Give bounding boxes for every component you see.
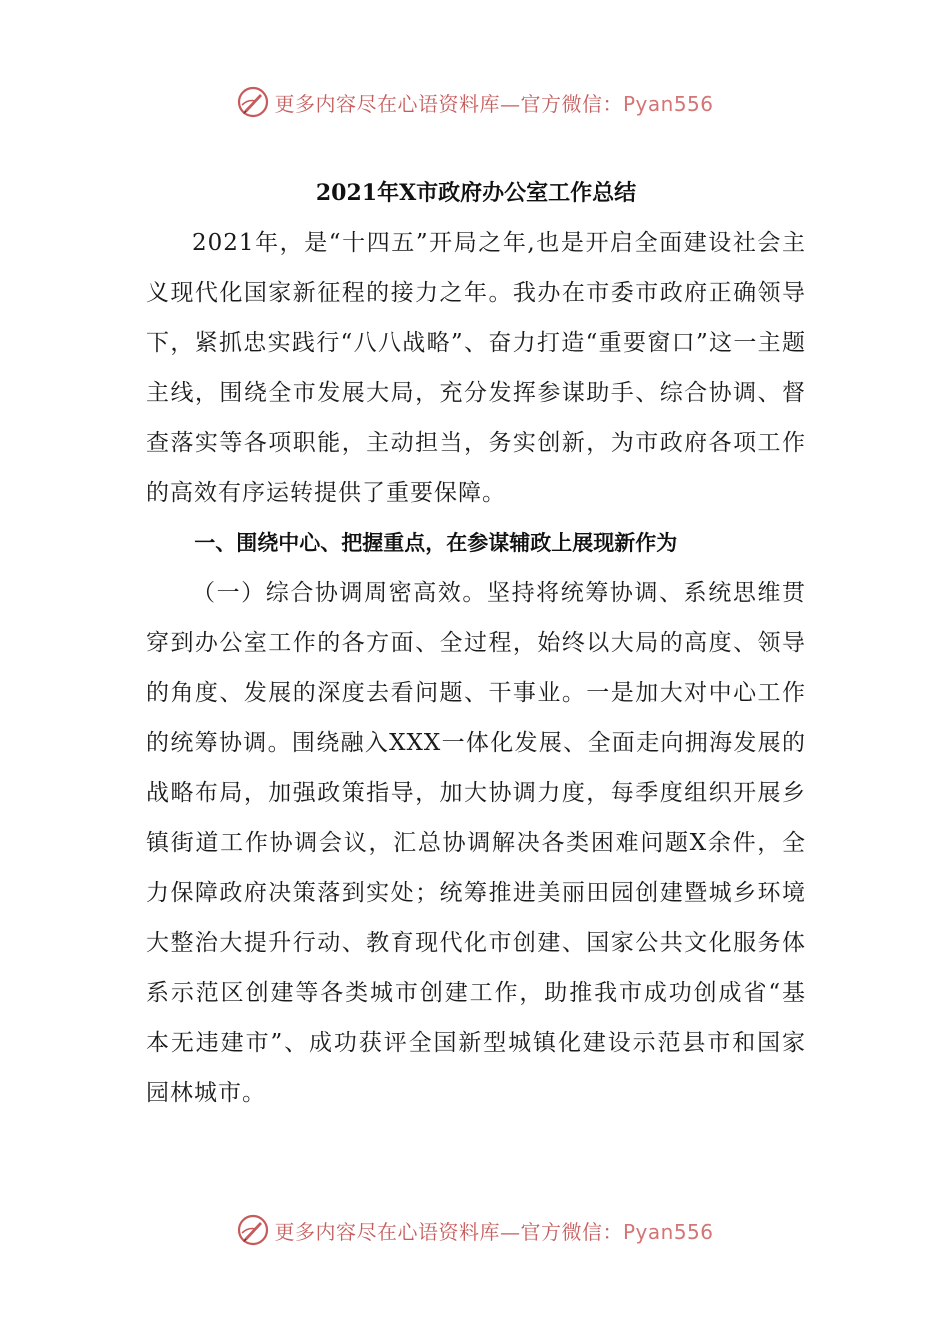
pen-logo-icon	[236, 85, 270, 119]
watermark-wechat-id: Pyan556	[622, 91, 714, 116]
watermark-footer	[0, 1210, 950, 1250]
section-1-paragraph: （一）综合协调周密高效。坚持将统筹协调、系统思维贯穿到办公室工作的各方面、全过程，始终以大局的高度、领导的角度、发展的深度去看问题、干事业。一是加大对中心工作的统筹协调。围绕融入XXX一体化发展、全面走向拥海发展的战略布局，加强政策指导，加大协调力度，每季度组织开展乡镇街道工作协调会议，汇总协调解决各类困难问题X余件，全力保障政府决策落到实处；统筹推进美丽田园创建暨城乡环境大整治大提升行动、教育现代化市创建、国家公共文化服务体系示范区创建等各类城市创建工作，助推我市成功创成省“基本无违建市”、成功获评全国新型城镇化建设示范县市和国家园林城市。	[146, 580, 806, 1106]
watermark-text: 更多内容尽在心语资料库—官方微信：Pyan556	[274, 91, 714, 116]
watermark-wechat-id: Pyan556	[622, 1219, 714, 1244]
watermark-header	[0, 82, 950, 122]
intro-paragraph: 2021年，是“十四五”开局之年,也是开启全面建设社会主义现代化国家新征程的接力之年。我办在市委市政府正确领导下，紧抓忠实践行“八八战略”、奋力打造“重要窗口”这一主题主线，围绕全市发展大局，充分发挥参谋助手、综合协调、督查落实等各项职能，主动担当，务实创新，为市政府各项工作的高效有序运转提供了重要保障。	[146, 230, 806, 506]
pen-logo-icon	[236, 1213, 270, 1247]
section-1-heading: 一、围绕中心、把握重点，在参谋辅政上展现新作为	[194, 531, 678, 555]
watermark-text: 更多内容尽在心语资料库—官方微信：Pyan556	[274, 1219, 714, 1244]
document-body	[146, 168, 806, 1118]
document-title: 2021年X市政府办公室工作总结	[315, 180, 637, 206]
